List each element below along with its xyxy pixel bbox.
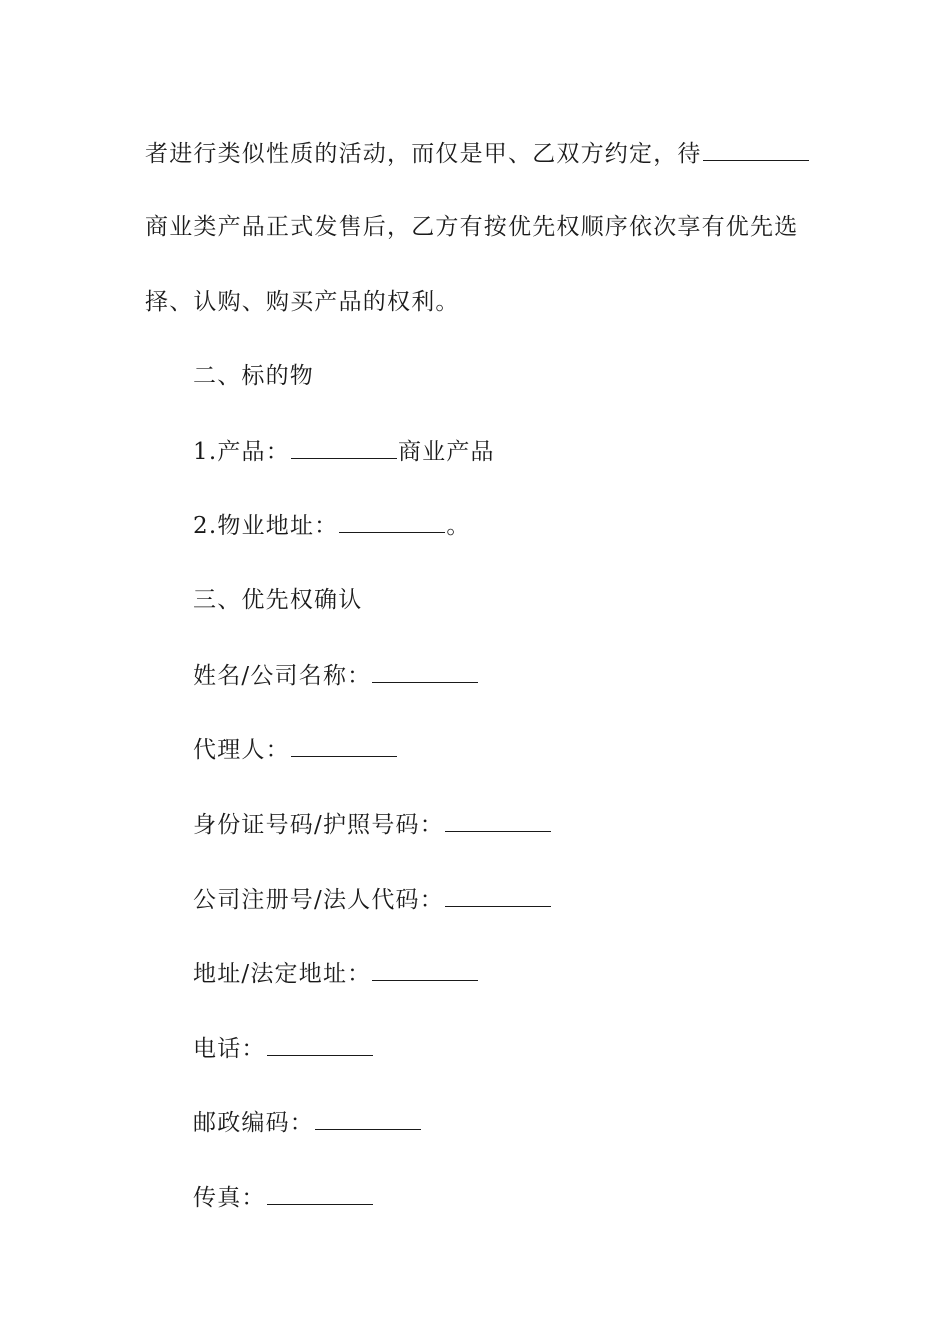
field-id-passport (193, 809, 552, 840)
field-label: 代理人： (193, 737, 290, 763)
field-name-company (193, 660, 479, 691)
fill-in-blank (339, 510, 445, 533)
section-heading (193, 585, 362, 615)
paragraph-line (145, 212, 798, 242)
field-label: 电话： (193, 1036, 266, 1062)
item-product (193, 436, 495, 467)
fill-in-blank (703, 138, 809, 161)
fill-in-blank (372, 958, 478, 981)
fill-in-blank (445, 809, 551, 832)
paragraph-text: 择、认购、购买产品的权利。 (145, 289, 460, 315)
field-label: 姓名/公司名称： (193, 663, 372, 689)
fill-in-blank (291, 734, 397, 757)
fill-in-blank (445, 884, 551, 907)
field-label: 身份证号码/护照号码： (193, 812, 444, 838)
section-heading (193, 361, 314, 391)
paragraph-line (145, 287, 460, 317)
section-heading-text: 二、标的物 (193, 363, 314, 389)
fill-in-blank (267, 1182, 373, 1205)
paragraph-text: 商业类产品正式发售后，乙方有按优先权顺序依次享有优先选 (145, 214, 799, 240)
field-fax (193, 1182, 374, 1213)
field-phone (193, 1033, 374, 1064)
field-company-registration (193, 884, 552, 915)
item-property-address (193, 510, 471, 541)
paragraph-line (145, 138, 810, 169)
fill-in-blank (291, 436, 397, 459)
item-suffix: 。 (446, 513, 471, 539)
fill-in-blank (372, 660, 478, 683)
field-agent (193, 734, 398, 765)
field-label: 传真： (193, 1185, 266, 1211)
paragraph-text: 者进行类似性质的活动，而仅是甲、乙双方约定，待 (145, 141, 702, 167)
fill-in-blank (267, 1033, 373, 1056)
fill-in-blank (315, 1107, 421, 1130)
field-label: 公司注册号/法人代码： (193, 887, 444, 913)
item-label: 1.产品： (193, 439, 290, 465)
field-label: 地址/法定地址： (193, 961, 372, 987)
field-address (193, 958, 479, 989)
item-suffix: 商业产品 (397, 439, 495, 465)
field-label: 邮政编码： (193, 1110, 314, 1136)
field-postal-code (193, 1107, 422, 1138)
section-heading-text: 三、优先权确认 (193, 587, 363, 613)
item-label: 2.物业地址： (193, 513, 339, 539)
